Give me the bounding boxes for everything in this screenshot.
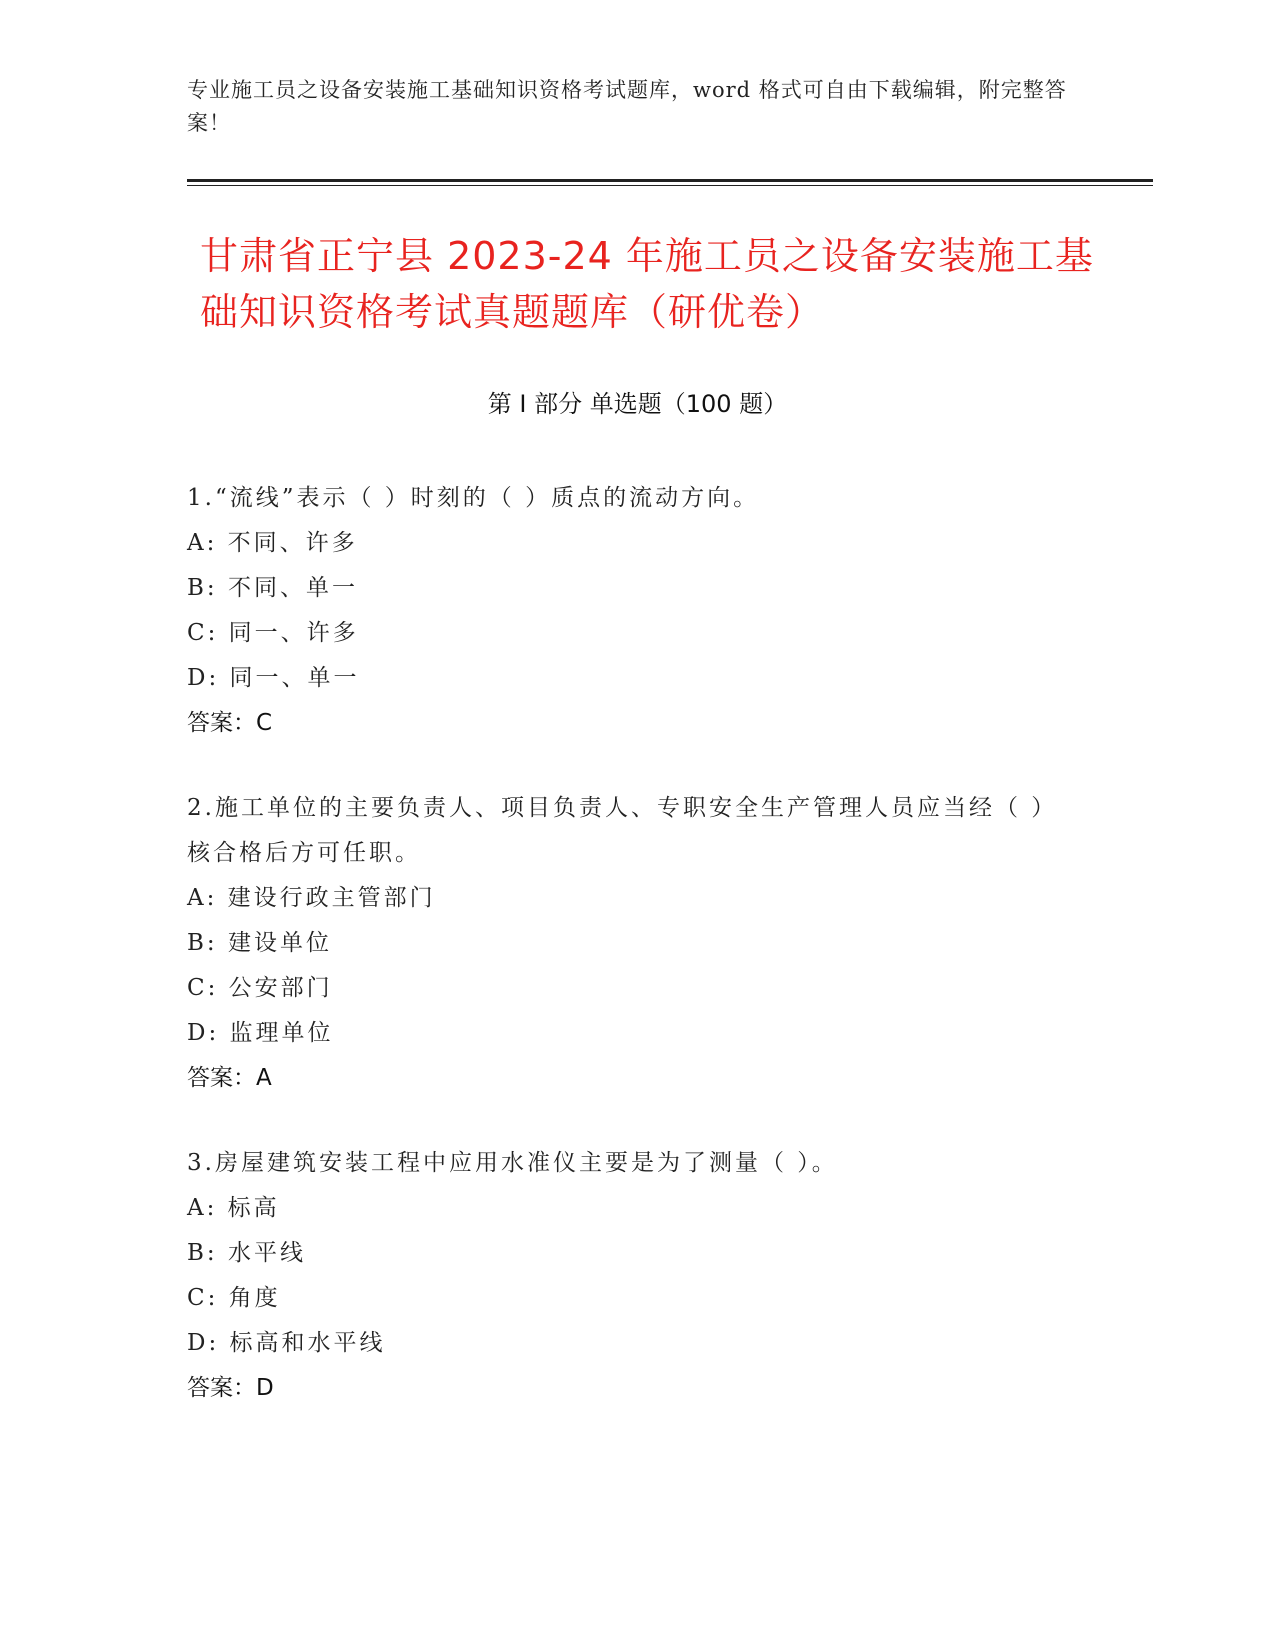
question-3	[187, 1141, 1067, 1411]
answer: 答案：A	[187, 1065, 272, 1091]
option-d: D: 标高和水平线	[187, 1330, 386, 1356]
question-stem: 2.施工单位的主要负责人、项目负责人、专职安全生产管理人员应当经（ ）核合格后方可任职。	[187, 795, 1058, 866]
header-rule-thick	[187, 179, 1153, 182]
option-c: C: 角度	[187, 1285, 281, 1311]
question-stem: 3.房屋建筑安装工程中应用水准仪主要是为了测量（ ）。	[187, 1150, 838, 1176]
option-d: D: 监理单位	[187, 1020, 334, 1046]
question-1	[187, 476, 1067, 746]
option-b: B: 建设单位	[187, 930, 332, 956]
header-note: 专业施工员之设备安装施工基础知识资格考试题库，word 格式可自由下载编辑，附完整答案！	[187, 78, 1067, 135]
option-a: A: 建设行政主管部门	[187, 885, 436, 911]
section-heading: 第 I 部分 单选题（100 题）	[487, 390, 788, 418]
header-rule-thin	[187, 185, 1153, 186]
option-a: A: 不同、许多	[187, 530, 358, 556]
question-list	[187, 476, 1067, 1451]
answer: 答案：C	[187, 710, 273, 736]
option-b: B: 不同、单一	[187, 575, 358, 601]
document-title: 甘肃省正宁县 2023-24 年施工员之设备安装施工基础知识资格考试真题题库（研优卷）	[200, 234, 1094, 334]
option-d: D: 同一、单一	[187, 665, 360, 691]
option-b: B: 水平线	[187, 1240, 306, 1266]
option-c: C: 同一、许多	[187, 620, 359, 646]
option-c: C: 公安部门	[187, 975, 333, 1001]
question-2	[187, 786, 1067, 1101]
option-a: A: 标高	[187, 1195, 280, 1221]
answer: 答案：D	[187, 1375, 274, 1401]
question-stem: 1.“流线”表示（ ）时刻的（ ）质点的流动方向。	[187, 485, 760, 511]
